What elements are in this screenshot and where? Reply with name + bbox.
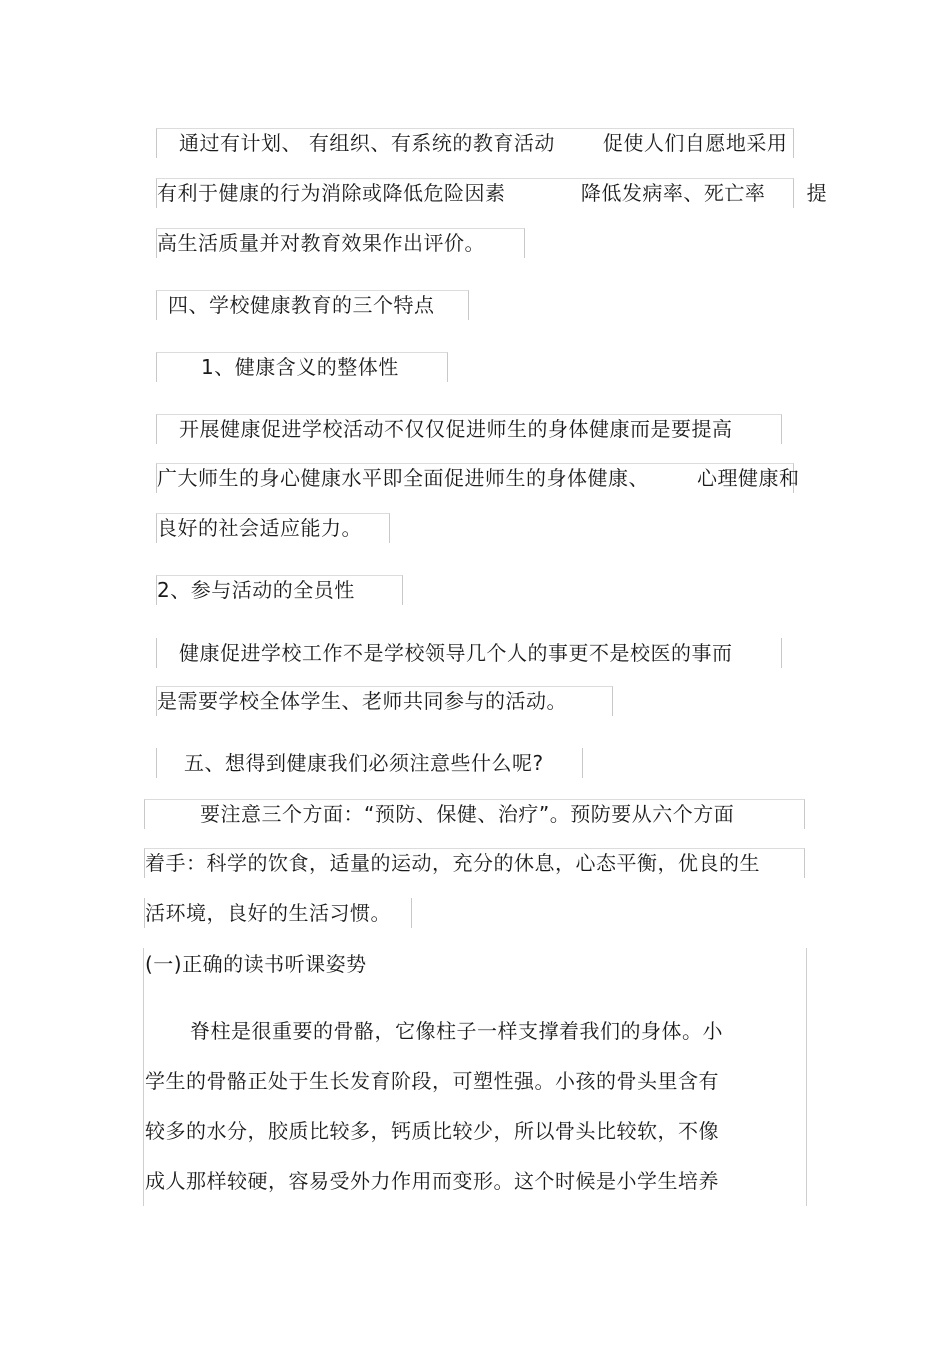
paragraph-line: 着手：科学的饮食，适量的运动，充分的休息，心态平衡，优良的生 — [145, 851, 760, 875]
paragraph-line: 较多的水分，胶质比较多，钙质比较少，所以骨头比较软，不像 — [145, 1119, 719, 1143]
paragraph-line: 广大师生的身心健康水平即全面促进师生的身体健康、 心理健康和 — [157, 466, 800, 490]
paragraph-line: 良好的社会适应能力。 — [157, 516, 362, 540]
paragraph-line: 健康促进学校工作不是学校领导几个人的事更不是校医的事而 — [179, 641, 733, 665]
paragraph-line: 学生的骨骼正处于生长发育阶段，可塑性强。小孩的骨头里含有 — [145, 1069, 719, 1093]
paragraph-line: 活环境，良好的生活习惯。 — [145, 901, 391, 925]
paragraph-line: 要注意三个方面：“预防、保健、治疗”。预防要从六个方面 — [200, 802, 735, 826]
paragraph-line: 通过有计划、 有组织、有系统的教育活动 促使人们自愿地采用 — [179, 131, 788, 155]
section-heading: 五、想得到健康我们必须注意些什么呢? — [184, 751, 544, 775]
section-heading: 四、学校健康教育的三个特点 — [168, 293, 435, 317]
point-title: 2、参与活动的全员性 — [157, 578, 355, 602]
subsection-heading: (一)正确的读书听课姿势 — [145, 952, 367, 976]
frame-left-border — [143, 948, 144, 1206]
frame-right-border — [806, 948, 807, 1206]
paragraph-line: 脊柱是很重要的骨骼，它像柱子一样支撑着我们的身体。小 — [190, 1019, 723, 1043]
paragraph-line: 成人那样较硬，容易受外力作用而变形。这个时候是小学生培养 — [145, 1169, 719, 1193]
paragraph-line: 开展健康促进学校活动不仅仅促进师生的身体健康而是要提高 — [179, 417, 733, 441]
paragraph-line: 有利于健康的行为消除或降低危险因素 降低发病率、死亡率 提 — [157, 181, 828, 205]
point-title: 1、健康含义的整体性 — [201, 355, 399, 379]
paragraph-line: 是需要学校全体学生、老师共同参与的活动。 — [157, 689, 567, 713]
paragraph-line: 高生活质量并对教育效果作出评价。 — [157, 231, 485, 255]
